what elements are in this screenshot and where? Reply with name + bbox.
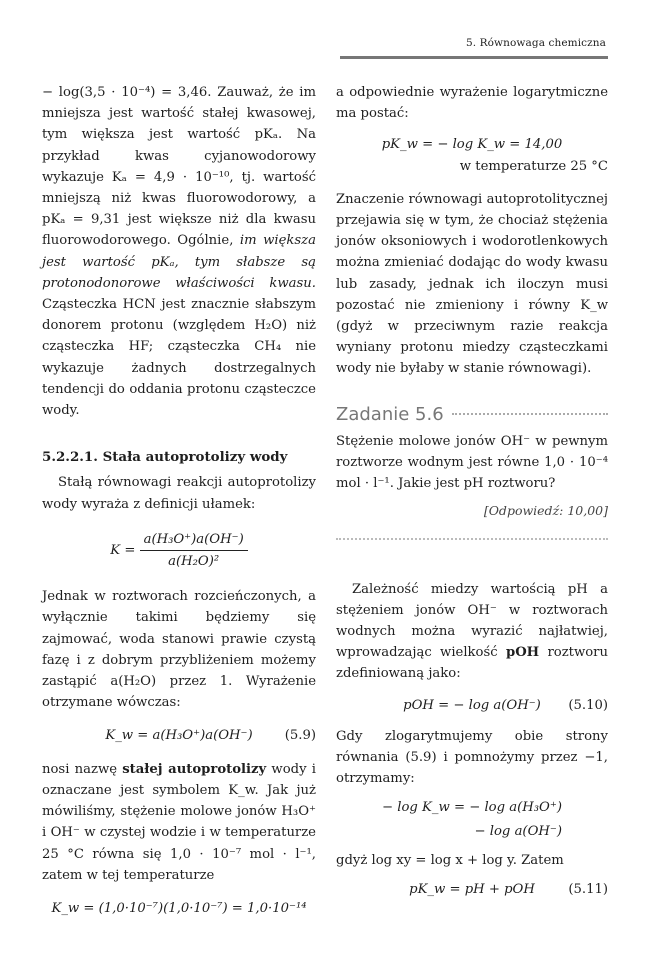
bold-term: stałej autoprotolizy (122, 761, 267, 777)
equation (336, 134, 608, 155)
task-rule (452, 413, 608, 416)
paragraph-text: roztworu zdefiniowaną jako: (336, 645, 608, 682)
equation-number: (5.10) (568, 697, 608, 713)
equation-text: pK_w = pH + pOH (409, 882, 535, 898)
paragraph: Znaczenie równowagi autoprotolitycznej przejawia się w tym, że chociaż stężenia jonów oksoniowych i wodorotlenkowych można zmieniać dodając do wody kwasu lub zasady, jednak ich iloczyn musi pozostać nie zmieniony i równy K_w (gdyż w przeciwnym razie reakcja wyniany protonu miedzy cząsteczkami wody nie byłaby w stanie równowagi). (336, 191, 608, 377)
paragraph (42, 759, 316, 886)
equation-number: (5.9) (284, 728, 316, 744)
equation (42, 725, 316, 746)
left-column (42, 82, 316, 931)
paragraph: gdyż log xy = log x + log y. Zatem (336, 852, 564, 868)
paragraph (336, 579, 608, 685)
equation (336, 879, 608, 900)
paragraph: Stałą równowagi reakcji autoprotolizy wody wyraża z definicji ułamek: (42, 475, 316, 512)
equation-text: pK_w = − log K_w = 14,00 (381, 137, 563, 153)
equation-text: − log K_w = − log a(H₃O⁺) (382, 800, 562, 816)
paragraph-text: Cząsteczka HCN jest znacznie słabszym donorem protonu (względem H₂O) niż cząsteczka HF; cząsteczka CH₄ nie wykazuje żadnych dostrzegalnych tendencji do oddania protonu cząsteczce wody. (42, 297, 316, 419)
task-end-rule (336, 538, 608, 541)
running-header: 5. Równowaga chemiczna (465, 37, 606, 49)
equation (42, 529, 316, 572)
equation-text: K_w = a(H₃O⁺)a(OH⁻) (105, 728, 253, 744)
header-rule (340, 56, 608, 59)
equation (336, 695, 608, 716)
paragraph (42, 82, 316, 421)
equation-text: pOH = − log a(OH⁻) (403, 697, 541, 713)
equation-number: (5.11) (568, 882, 608, 898)
task-text: Stężenie molowe jonów OH⁻ w pewnym roztworze wodnym jest równe 1,0 · 10⁻⁴ mol · l⁻¹. Jakie jest pH roztworu? (336, 433, 608, 492)
equation-text: K_w = (1,0·10⁻⁷)(1,0·10⁻⁷) = 1,0·10⁻¹⁴ (51, 900, 307, 916)
fraction-numerator: a(H₃O⁺)a(OH⁻) (140, 529, 248, 551)
equation (336, 797, 608, 818)
fraction (140, 529, 248, 572)
fraction-denominator: a(H₂O)² (168, 554, 220, 570)
equation-lhs: K = (110, 543, 136, 559)
task-answer: [Odpowiedź: 10,00] (483, 503, 608, 519)
paragraph-text: Zależność miedzy wartością pH a stężeniem jonów OH⁻ w roztworach wodnych można wyrazić najłatwiej, wprowadzając wielkość (336, 581, 608, 661)
paragraph: a odpowiednie wyrażenie logarytmiczne ma postać: (336, 85, 608, 122)
paragraph-text: wody i oznaczane jest symbolem K_w. Jak już mówiliśmy, stężenie molowe jonów H₃O⁺ i OH⁻ w czystej wodzie i w temperaturze 25 °C równa się 1,0 · 10⁻⁷ mol · l⁻¹, zatem w tej temperaturze (42, 761, 316, 883)
section-title: 5.2.2.1. Stała autoprotolizy wody (42, 449, 288, 466)
paragraph: Gdy zlogarytmujemy obie strony równania (5.9) i pomnożymy przez −1, otrzymamy: (336, 728, 608, 787)
right-column (336, 82, 608, 908)
equation-text: − log a(OH⁻) (474, 823, 562, 839)
equation (336, 821, 608, 842)
paragraph: Jednak w roztworach rozcieńczonych, a wyłącznie takimi będziemy się zajmować, woda stanowi prawie czystą fazę i z dobrym przybliżeniem możemy zastąpić a(H₂O) przez 1. Wyrażenie otrzymane wówczas: (42, 589, 316, 711)
paragraph-text: nosi nazwę (42, 761, 123, 777)
task-header (336, 404, 608, 425)
emphasis-text: im większa jest wartość pKₐ, tym słabsze są protonodonorowe właściwości kwasu. (42, 233, 316, 291)
equation-note: w temperaturze 25 °C (459, 158, 608, 174)
task-title: Zadanie 5.6 (336, 403, 444, 425)
equation (42, 898, 316, 919)
paragraph-text: − log(3,5 · 10⁻⁴) = 3,46. Zauważ, że im mniejsza jest wartość stałej kwasowej, tym większa jest wartość pKₐ. Na przykład kwas cyjanowodorowy wykazuje Kₐ = 4,9 · 10⁻¹⁰, tj. wartość mniejszą niż kwas fluorowodorowy, a pKₐ = 9,31 jest większe niż dla kwasu fluorowodorowego. Ogólnie, (42, 85, 316, 249)
bold-term: pOH (505, 645, 540, 661)
